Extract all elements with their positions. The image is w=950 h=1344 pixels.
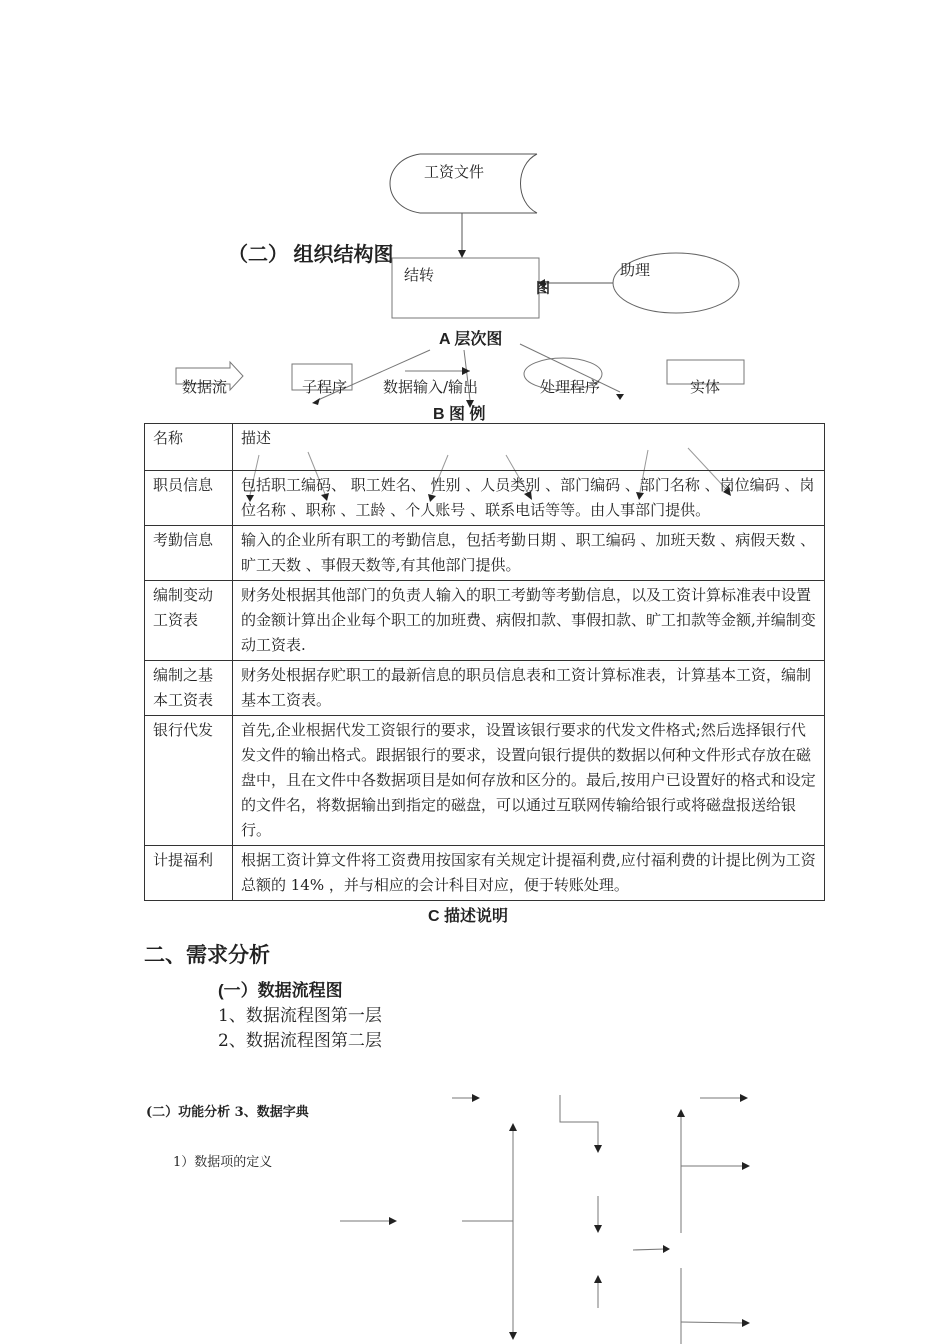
legend-subprogram-label: 子程序 (302, 378, 348, 396)
legend-entity-label: 实体 (690, 378, 721, 396)
dfd-heading: (一）数据流程图 (218, 981, 343, 1000)
table-row (145, 526, 825, 581)
table-header-row (145, 424, 825, 471)
legend-process-label: 处理程序 (540, 378, 601, 396)
data-item-definition: 1）数据项的定义 (173, 1155, 273, 1170)
legend-io-label: 数据输入/输出 (383, 378, 479, 396)
table-row (145, 471, 825, 526)
function-analysis-heading: (二）功能分析 3、数据字典 (146, 1105, 309, 1120)
row-description: 首先,企业根据代发工资银行的要求，设置该银行要求的代发文件格式;然后选择银行代发文件的输出格式。跟据银行的要求，设置向银行提供的数据以何种文件形式存放在磁盘中，且在文件中各数据项目是如何存放和区分的。最后,按用户已设置好的格式和设定的文件名，将数据输出到指定的磁盘，可以通过互联网传输给银行或将磁盘报送给银行。 (233, 716, 825, 846)
row-description: 财务处根据其他部门的负责人输入的职工考勤等考勤信息，以及工资计算标准表中设置的金额计算出企业每个职工的加班费、病假扣款、事假扣款、旷工扣款等金额,并编制变动工资表. (233, 581, 825, 661)
row-description: 根据工资计算文件将工资费用按国家有关规定计提福利费,应付福利费的计提比例为工资总额的 14% ，并与相应的会计科目对应，便于转账处理。 (233, 846, 825, 901)
row-name: 考勤信息 (145, 526, 233, 581)
assistant-label: 助理 (620, 261, 651, 279)
requirements-heading: 二、需求分析 (144, 944, 270, 967)
row-name: 计提福利 (145, 846, 233, 901)
file-store-label: 工资文件 (424, 163, 485, 181)
table-row (145, 661, 825, 716)
caption-b: B 图 例 (433, 406, 486, 423)
table-row (145, 716, 825, 846)
row-description: 包括职工编码、 职工姓名、 性别 、人员类别 、部门编码 、部门名称 、岗位编码 、岗位名称 、职称 、工龄 、个人账号 、联系电话等等。由人事部门提供。 (233, 471, 825, 526)
dfd-item-2: 2、数据流程图第二层 (218, 1031, 382, 1051)
process-box-label: 结转 (404, 266, 435, 284)
caption-c: C 描述说明 (428, 908, 509, 925)
row-description: 财务处根据存贮职工的最新信息的职员信息表和工资计算标准表，计算基本工资，编制基本工资表。 (233, 661, 825, 716)
header-name: 名称 (145, 424, 233, 471)
table-row (145, 581, 825, 661)
row-name: 职员信息 (145, 471, 233, 526)
row-name: 编制之基本工资表 (145, 661, 233, 716)
org-chart-heading: （二） 组织结构图 (228, 244, 394, 266)
row-description: 输入的企业所有职工的考勤信息，包括考勤日期 、职工编码 、加班天数 、病假天数 、旷工天数 、事假天数等,有其他部门提供。 (233, 526, 825, 581)
legend-dataflow-label: 数据流 (182, 378, 228, 396)
header-description: 描述 (233, 424, 825, 471)
caption-a: A 层次图 (439, 331, 503, 348)
stray-glyph: 图 (536, 281, 550, 297)
row-name: 编制变动工资表 (145, 581, 233, 661)
dfd-item-1: 1、数据流程图第一层 (218, 1006, 382, 1026)
description-table (144, 423, 825, 901)
table-row (145, 846, 825, 901)
row-name: 银行代发 (145, 716, 233, 846)
